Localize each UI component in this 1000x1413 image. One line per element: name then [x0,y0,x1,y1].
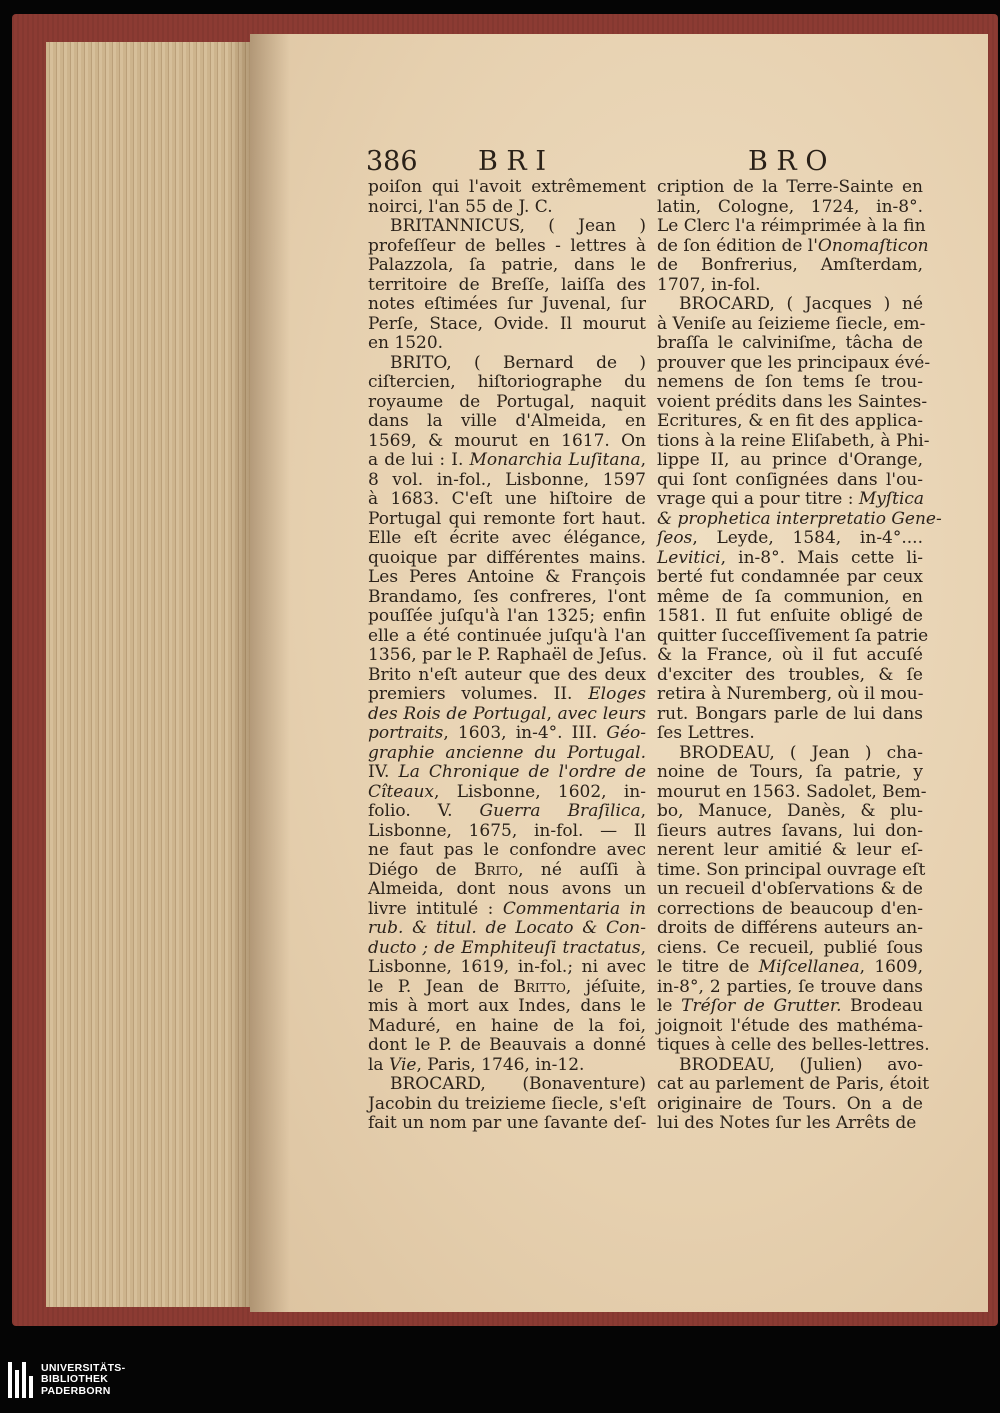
text-run: voient prédits dans les Saintes- [657,391,928,412]
italic-run: Commentaria in [502,898,646,919]
text-line [368,315,646,335]
page-gutter-shadow [250,34,290,1312]
text-run: originaire de Tours. On a de [657,1093,923,1114]
text-line [657,235,929,257]
right-text-column [657,177,942,1134]
text-run: la [368,1054,389,1075]
text-line [368,997,646,1017]
text-run: Lisbonne, 1619, in-fol.; ni avec [368,957,646,977]
text-line [657,549,923,569]
text-line [368,276,646,296]
text-line [657,781,927,803]
text-run: Le Clerc l'a réimprimée à la fin [657,216,926,236]
text-run: BROCARD, (Bonaventure) [390,1074,646,1094]
text-run: quoique par différentes mains. [368,547,646,568]
running-header-left: B R I [478,146,547,177]
small-caps-run: Britto [513,976,566,997]
text-run: Brandamo, ſes confreres, l'ont [368,586,646,607]
text-run: Ecritures, & en fit des applica- [657,411,923,431]
text-run: Palazzola, ſa patrie, dans le [368,255,646,275]
italic-run: graphie ancienne du Portugal. [368,742,646,763]
text-line [368,217,646,237]
text-run: tions à la reine Eliſabeth, à Phi- [657,430,930,451]
text-line [657,1056,923,1076]
text-run: , né auſſi à [518,859,646,880]
italic-run: Onomaſticon [817,235,929,256]
italic-run: & prophetica interpretatio Gene- [657,508,942,529]
text-line [657,666,923,686]
text-run: rut. Bongars parle de lui dans [657,703,923,724]
text-line [368,295,646,315]
text-line [657,859,926,881]
italic-run: Cîteaux [368,781,435,802]
text-run: ciens. Ce recueil, publié ſous [657,937,923,958]
text-line [657,880,923,900]
text-run: , [546,703,558,724]
text-line [657,295,923,315]
text-line [368,373,646,393]
text-run: 1569, & mourut en 1617. On [368,430,646,451]
text-run: IV. [368,762,399,782]
text-line [368,412,646,432]
text-line [368,822,646,842]
text-run: 1356, par le P. Raphaël de Jeſus. [368,645,648,665]
text-run: folio. V. [368,801,480,821]
text-run: noine de Tours, ſa patrie, y [657,762,923,782]
text-run: joignoit l'étude des mathéma- [657,1015,923,1036]
text-run: nemens de ſon tems ſe trou- [657,372,923,392]
text-run: cription de la Terre-Sainte en [657,177,923,197]
text-run: tiques à celle des belles-lettres. [657,1035,930,1055]
text-run: mis à mort aux Indes, dans le [368,996,646,1016]
text-line [368,1017,646,1037]
running-header-right: B R O [748,146,828,177]
text-run: le P. Jean de [368,976,514,997]
text-line [657,198,923,218]
text-run: Lisbonne, 1675, in-fol. — Il [368,820,646,841]
text-line [368,861,646,881]
left-text-column [368,178,646,1134]
text-run: profeſſeur de belles - lettres à [368,235,646,256]
text-line [368,588,646,608]
text-line [368,568,646,588]
text-line [368,256,646,276]
text-line [657,529,923,549]
text-line [368,880,646,900]
text-run: ne faut pas le confondre avec [368,840,646,860]
text-run: premiers volumes. II. [368,684,589,704]
text-run: , jéſuite, [565,976,646,997]
text-line [657,900,923,920]
text-line [368,802,646,822]
text-run: en 1520. [368,333,444,353]
text-run: Les Peres Antoine & François [368,567,646,587]
italic-run: ducto ; de Emphiteuſi tractatus [368,937,641,958]
text-run: le [657,996,682,1016]
text-run: droits de différens auteurs an- [657,918,923,938]
text-line [657,1035,930,1056]
text-run: in-8°, 2 parties, ſe trouve dans [657,976,923,997]
italic-run: Tréſor de Grutter. [681,996,842,1016]
text-line [368,393,646,413]
text-run: & la France, où il fut accuſé [657,645,923,665]
logo-line: UNIVERSITÄTS- [41,1361,126,1374]
text-line [368,939,646,959]
text-line [368,783,646,803]
text-run: vrage qui a pour titre : [657,489,859,509]
text-run: Brito n'eſt auteur que des deux [368,664,646,685]
text-run: 1707, in-fol. [657,274,761,295]
text-line [657,724,923,744]
italic-run: rub. & titul. de Locato & Con- [368,918,646,938]
text-run: bo, Manuce, Danès, & plu- [657,801,923,821]
text-line [657,1114,923,1134]
text-line [657,646,923,666]
text-run: Portugal qui remonte fort haut. [368,508,646,529]
text-run: BROCARD, ( Jacques ) né [679,294,923,314]
text-run: dont le P. de Beauvais a donné [368,1035,646,1055]
text-line [368,705,646,725]
text-line [657,705,923,725]
text-run: le titre de [657,957,759,977]
text-run: prouver que les principaux évé- [657,352,931,373]
text-run: pouſſée juſqu'à l'an 1325; enfin [368,606,646,626]
text-run: , Paris, 1746, in-12. [416,1054,585,1075]
text-line [657,939,923,959]
text-line [368,1095,646,1115]
text-line [657,352,931,374]
text-run: dans la ville d'Almeida, en [368,411,646,431]
text-run: fait un nom par une ſavante deſ- [368,1113,647,1133]
text-run: royaume de Portugal, naquit [368,391,646,412]
text-line [368,1036,646,1056]
italic-run: Eloges [588,684,646,704]
text-line [657,1095,923,1115]
text-line [368,958,646,978]
italic-run: Géo- [606,723,646,743]
text-run: lui des Notes ſur les Arrêts de [657,1113,917,1133]
text-line [368,744,646,764]
text-line [368,549,646,569]
italic-run: La Chronique de l'ordre de [398,762,647,782]
text-line [368,490,646,510]
text-run: lippe II, au prince d'Orange, [657,450,923,470]
text-line [657,313,926,335]
text-run: territoire de Breſſe, laiſſa des [368,274,646,295]
text-line [657,625,929,647]
text-run: livre intitulé : [368,898,503,919]
text-run: time. Son principal ouvrage eſt [657,859,926,880]
text-line [657,430,930,452]
text-run: , Lisbonne, 1602, in- [434,781,646,802]
text-run: retira à Nuremberg, où il mou- [657,684,924,704]
text-run: de Bonfrerius, Amſterdam, [657,255,923,275]
text-line [368,666,646,686]
text-run: Diégo de [368,859,474,880]
text-run: BRITO, ( Bernard de ) [390,352,646,373]
text-run: Jacobin du treizieme ſiecle, s'eſt [368,1093,646,1114]
text-line [368,178,646,198]
text-run: elle a été continuée juſqu'à l'an [368,625,646,646]
library-logo [8,1362,125,1398]
text-line [368,607,646,627]
text-line [657,822,923,842]
text-line [657,391,928,413]
italic-run: Monarchia Luſitana [469,450,641,470]
text-run: cat au parlement de Paris, étoit [657,1074,930,1094]
text-line [368,900,646,920]
text-run: latin, Cologne, 1724, in-8°. [657,196,923,217]
text-line [368,1114,646,1134]
text-run: Brodeau [841,996,923,1016]
italic-run: avec leurs [557,703,646,724]
small-caps-run: Brito [474,859,519,880]
text-run: noirci, l'an 55 de J. C. [368,196,553,217]
text-line [368,451,646,471]
italic-run: Levitici [657,547,721,568]
text-run: BRITANNICUS, ( Jean ) [390,216,646,236]
text-line [368,1075,646,1095]
italic-run: Myſtica [858,489,925,509]
italic-run: ſeos [657,528,693,548]
text-run: un recueil d'obſervations & de [657,879,923,899]
text-run: , [640,450,646,470]
text-line [368,1056,646,1076]
text-line [657,588,923,608]
text-line [657,508,942,530]
text-line [368,432,646,452]
text-line [657,685,923,705]
text-line [368,198,646,218]
logo-line: BIBLIOTHEK [41,1373,109,1386]
text-run: même de ſa communion, en [657,586,923,607]
text-run: BRODEAU, (Julien) avo- [679,1054,923,1075]
text-line [657,802,923,822]
text-run: , 1603, in-4°. III. [443,723,607,743]
text-run: ſes Lettres. [657,723,755,743]
text-line [657,607,923,627]
logo-bars-icon [8,1362,33,1398]
text-line [657,1074,930,1095]
text-run: , in-8°. Mais cette li- [720,547,923,568]
text-line [657,744,923,764]
text-run: Perſe, Stace, Ovide. Il mourut [368,313,646,334]
text-line [368,978,646,998]
page-edges [46,42,258,1307]
text-line [657,256,923,276]
text-run: , [640,801,646,821]
text-line [368,354,646,374]
text-line [657,763,923,783]
text-line [368,646,646,666]
text-run: mourut en 1563. Sadolet, Bem- [657,781,927,802]
text-run: , Leyde, 1584, in-4°.... [692,528,923,548]
text-run: Maduré, en haine de la foi, [368,1015,646,1036]
text-run: , 1609, [859,957,923,977]
text-run: qui ſont conſignées dans l'ou- [657,469,923,490]
text-line [368,919,646,939]
text-line [368,510,646,530]
text-run: ſieurs autres ſavans, lui don- [657,820,923,841]
text-line [368,471,646,491]
text-line [657,471,923,491]
text-run: Almeida, dont nous avons un [368,879,646,899]
page-number: 386 [366,146,418,177]
text-run: 1581. Il fut enſuite obligé de [657,606,923,626]
text-run: BRODEAU, ( Jean ) cha- [679,742,923,763]
text-line [657,568,923,588]
text-run: , [640,937,646,958]
text-run: à 1683. C'eſt une hiſtoire de [368,489,646,509]
text-line [657,958,923,978]
italic-run: Guerra Braſilica [479,801,641,821]
logo-line: PADERBORN [41,1384,111,1397]
text-line [657,1017,923,1037]
text-run: berté fut condamnée par ceux [657,567,923,587]
text-line [657,997,923,1017]
italic-run: portraits [368,723,444,743]
text-line [368,627,646,647]
text-line [368,685,646,705]
text-line [657,373,923,393]
italic-run: Miſcellanea [758,957,860,977]
text-line [368,237,646,257]
text-line [657,841,923,861]
italic-run: Vie [388,1054,417,1075]
text-run: d'exciter des troubles, & ſe [657,664,923,685]
text-line [368,763,646,783]
text-line [368,529,646,549]
text-run: à Veniſe au ſeizieme ſiecle, em- [657,313,926,334]
text-line [657,451,923,471]
text-line [368,724,646,744]
text-line [368,334,646,354]
text-run: notes eſtimées ſur Juvenal, ſur [368,294,646,314]
text-run: a de lui : I. [368,450,470,470]
text-run: corrections de beaucoup d'en- [657,898,923,919]
text-run: de ſon édition de l' [657,235,818,256]
text-line [657,276,923,296]
text-run: Elle eſt écrite avec élégance, [368,528,646,548]
text-line [657,978,923,998]
text-line [657,216,926,237]
text-line [657,490,923,510]
italic-run: des Rois de Portugal [368,703,547,724]
text-run: nerent leur amitié & leur eſ- [657,840,923,860]
text-line [657,334,923,354]
text-line [657,919,923,939]
text-line [368,841,646,861]
text-line [657,178,923,198]
text-run: ciſtercien, hiſtoriographe du [368,372,646,392]
text-run: poiſon qui l'avoit extrêmement [368,177,646,197]
text-line [657,412,923,432]
text-run: quitter ſucceſſivement ſa patrie [657,625,929,646]
text-run: braſſa le calviniſme, tâcha de [657,333,923,353]
text-run: 8 vol. in-fol., Lisbonne, 1597 [368,469,646,490]
